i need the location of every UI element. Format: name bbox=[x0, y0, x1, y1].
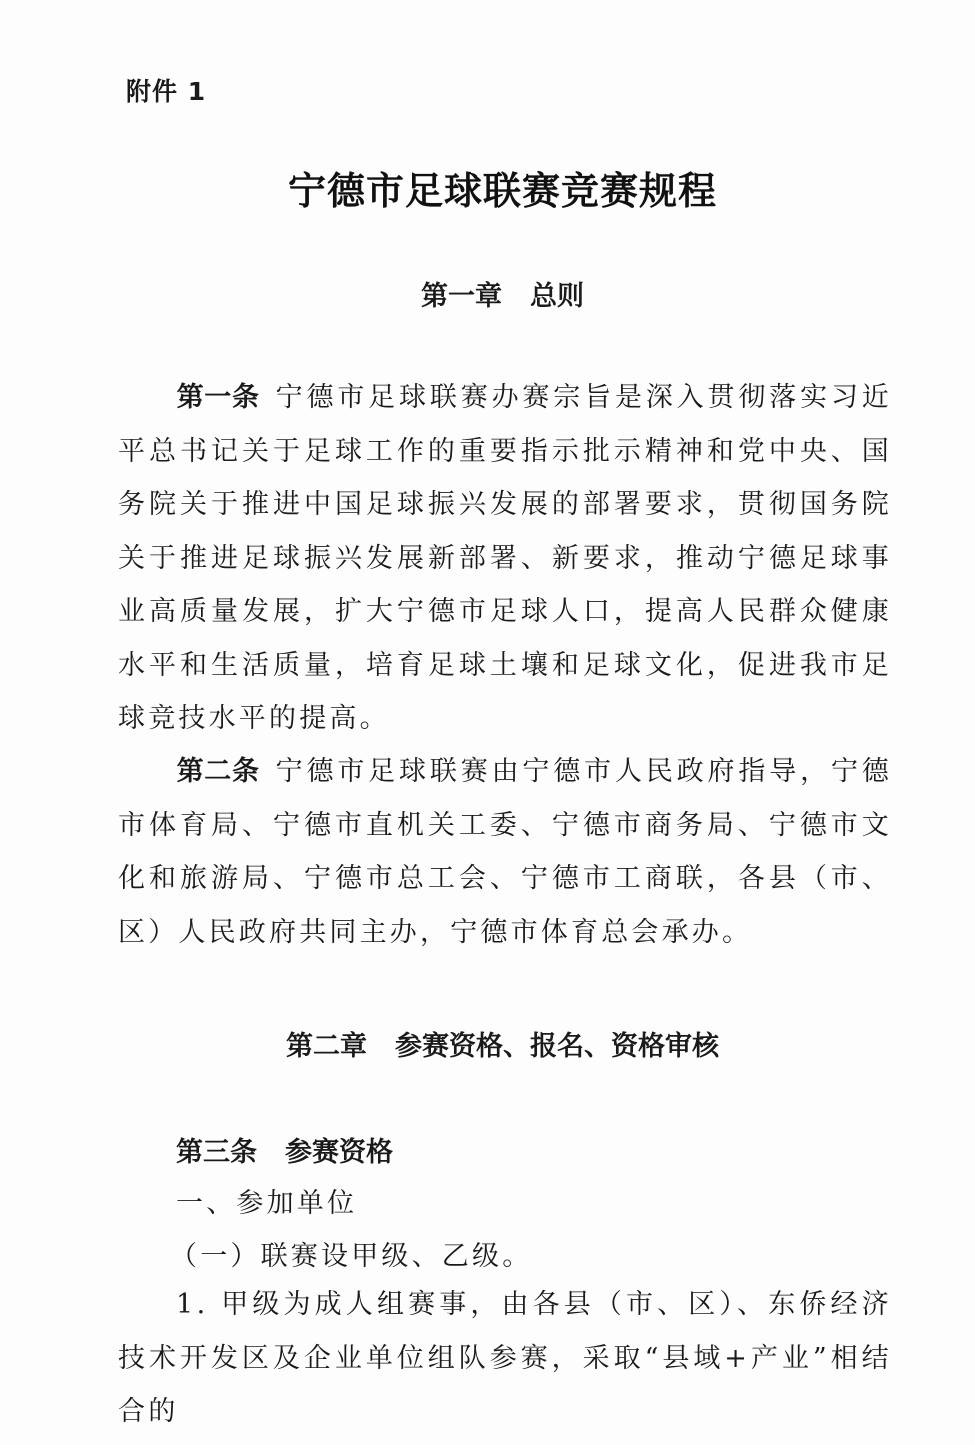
chapter-2-heading bbox=[0, 1024, 975, 1063]
chapter-2-number: 第二章 bbox=[286, 1031, 367, 1062]
subsection-league-levels: （一）联赛设甲级、乙级。 bbox=[170, 1241, 533, 1272]
chapter-1-name: 总则 bbox=[530, 281, 584, 312]
item-1-text: 1. 甲级为成人组赛事，由各县（市、区）、东侨经济技术开发区及企业单位组队参赛，采取“县域+产业”相结合的 bbox=[118, 1289, 892, 1427]
attachment-label: 附件 1 bbox=[126, 77, 207, 106]
article-2-lead: 第二条 bbox=[176, 756, 260, 787]
article-3-lead: 第三条 bbox=[176, 1137, 257, 1168]
article-1-text: 宁德市足球联赛办赛宗旨是深入贯彻落实习近平总书记关于足球工作的重要指示批示精神和党中央、国务院关于推进中国足球振兴发展的部署要求，贯彻国务院关于推进足球振兴发展新部署、新要求，推动宁德足球事业高质量发展，扩大宁德市足球人口，提高人民群众健康水平和生活质量，培育足球土壤和足球文化，促进我市足球竞技水平的提高。 bbox=[118, 382, 892, 734]
chapter-1-heading bbox=[0, 274, 975, 313]
document-title: 宁德市足球联赛竞赛规程 bbox=[287, 168, 717, 213]
article-1-lead: 第一条 bbox=[176, 382, 260, 413]
section-participating-units: 一、参加单位 bbox=[176, 1188, 358, 1219]
article-3-name: 参赛资格 bbox=[285, 1137, 393, 1168]
chapter-1-number: 第一章 bbox=[421, 281, 502, 312]
article-1 bbox=[118, 371, 892, 746]
chapter-2-name: 参赛资格、报名、资格审核 bbox=[395, 1031, 719, 1062]
article-3-heading bbox=[176, 1130, 393, 1169]
item-1-class-a bbox=[118, 1278, 892, 1439]
article-2 bbox=[118, 745, 892, 959]
article-2-text: 宁德市足球联赛由宁德市人民政府指导，宁德市体育局、宁德市直机关工委、宁德市商务局、宁德市文化和旅游局、宁德市总工会、宁德市工商联，各县（市、区）人民政府共同主办，宁德市体育总会承办。 bbox=[118, 756, 892, 948]
